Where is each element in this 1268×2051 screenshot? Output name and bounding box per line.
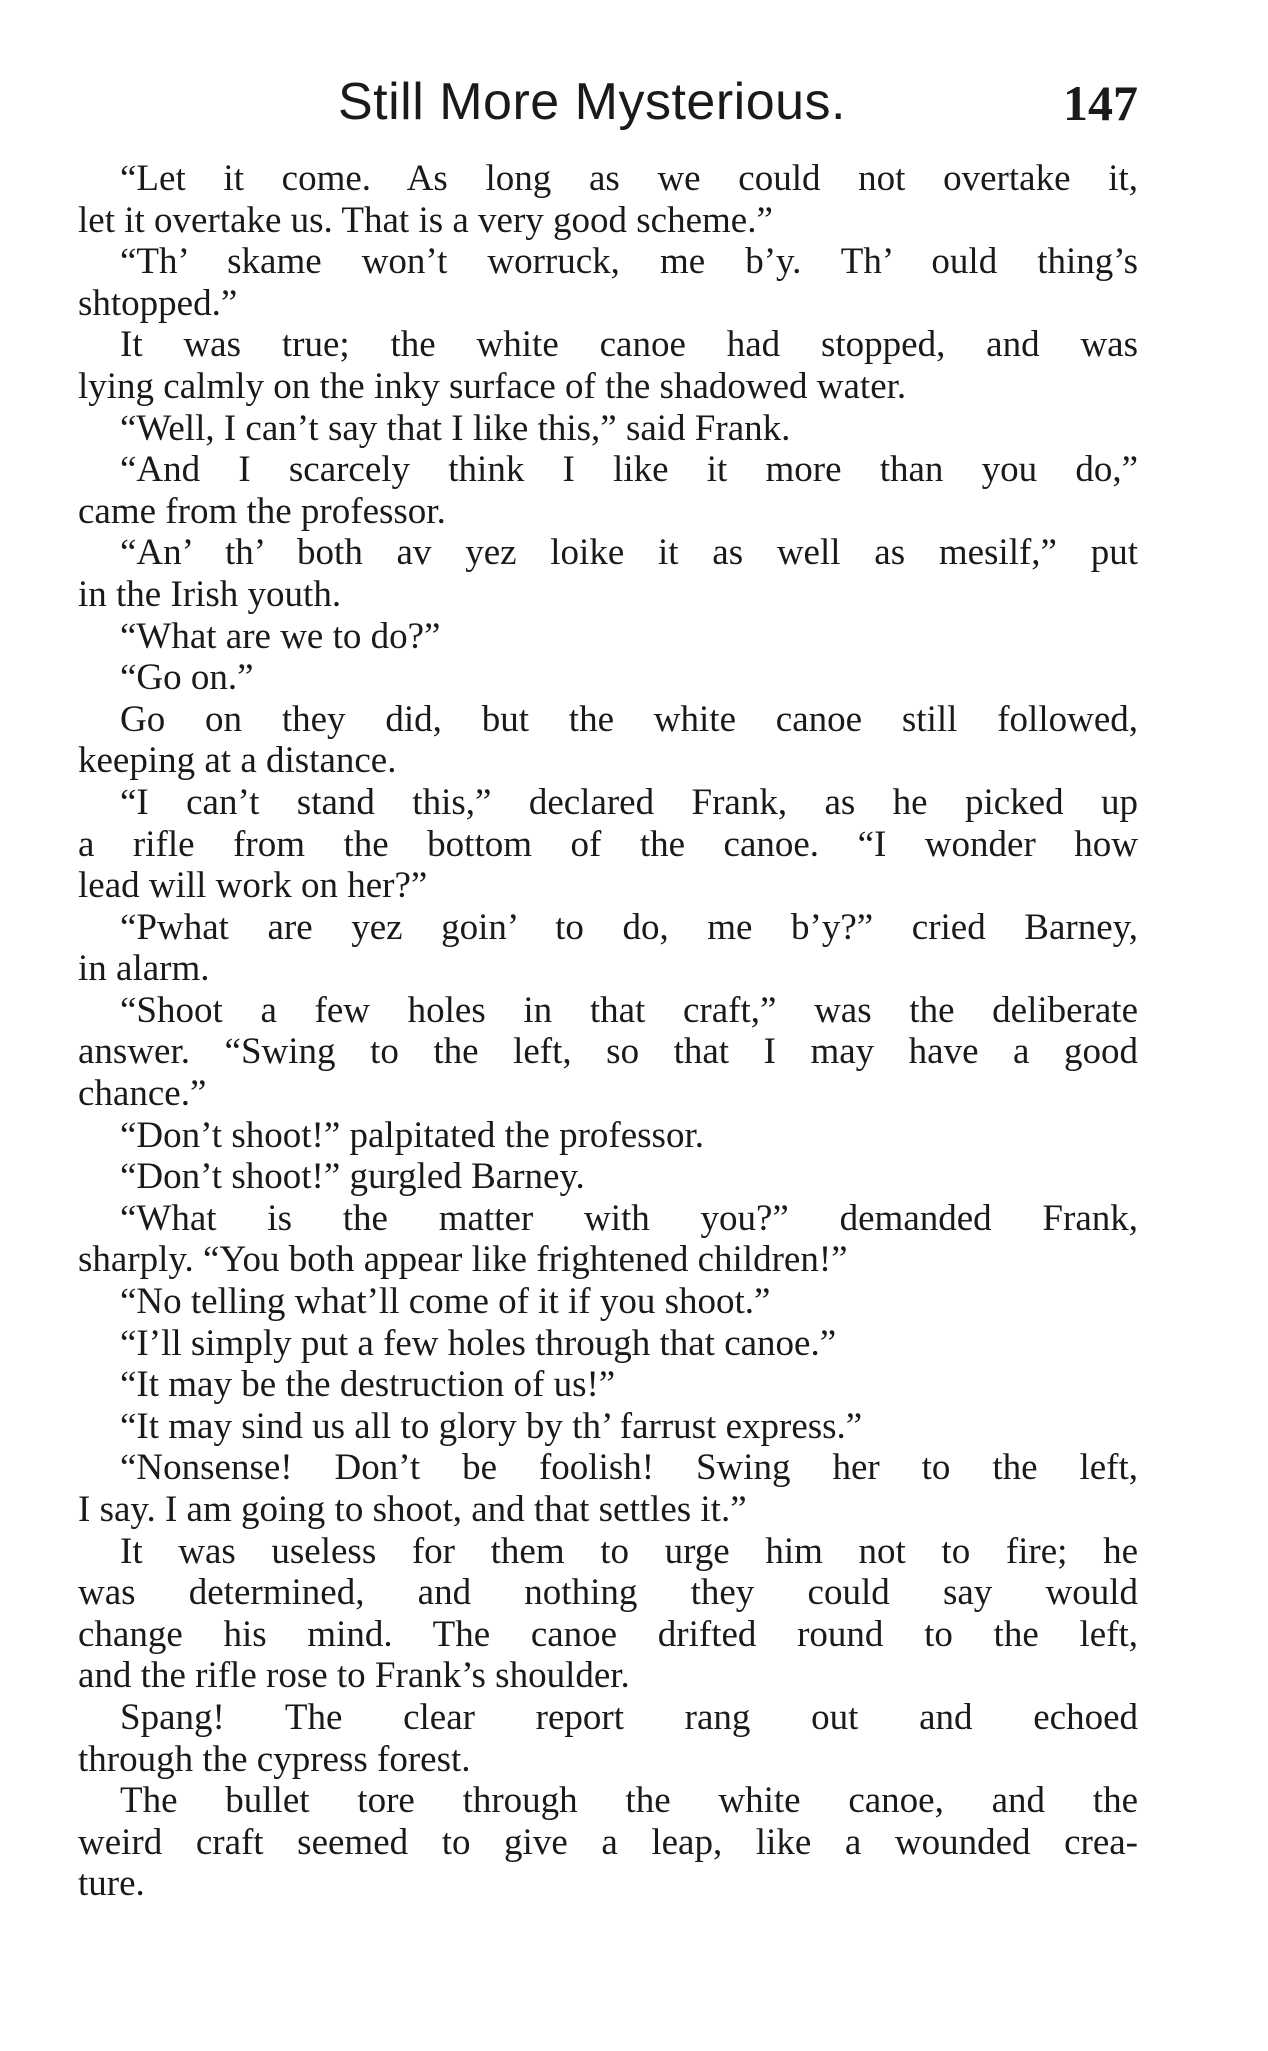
text-line: in the Irish youth.	[78, 573, 342, 615]
text-line: weird craft seemed to give a leap, like a wounded crea-	[78, 1821, 1138, 1863]
text-line: “An’ th’ both av yez loike it as well as mesilf,” put	[120, 532, 1138, 574]
text-line: I say. I am going to shoot, and that settles it.”	[78, 1489, 747, 1530]
text-line: in alarm.	[78, 948, 210, 990]
running-title: Still More Mysterious.	[338, 73, 846, 131]
text-line: The bullet tore through the white canoe, and the	[120, 1780, 1138, 1822]
text-line: “Let it come. As long as we could not overtake it,	[120, 158, 1138, 199]
text-line: came from the professor.	[78, 490, 446, 532]
text-line: “Pwhat are yez goin’ to do, me b’y?” cried Barney,	[120, 906, 1138, 948]
text-line: “And I scarcely think I like it more than you do,”	[120, 449, 1138, 491]
text-line: “It may be the destruction of us!”	[120, 1364, 616, 1406]
text-line: sharply. “You both appear like frightened children!”	[78, 1239, 848, 1281]
page-header	[78, 72, 1138, 142]
text-line: shtopped.”	[78, 282, 238, 324]
text-line: “No telling what’ll come of it if you shoot.”	[120, 1281, 771, 1323]
text-line: lead will work on her?”	[78, 865, 428, 907]
text-line: It was useless for them to urge him not to fire; he	[120, 1530, 1138, 1572]
text-line: “Go on.”	[120, 657, 254, 699]
text-line: Spang! The clear report rang out and echoed	[120, 1696, 1138, 1738]
page-number: 147	[1063, 75, 1138, 131]
text-line: let it overtake us. That is a very good scheme.”	[78, 199, 773, 241]
text-line: “Nonsense! Don’t be foolish! Swing her to the left,	[120, 1447, 1138, 1489]
text-line: “What are we to do?”	[120, 615, 441, 657]
text-line: “Don’t shoot!” gurgled Barney.	[120, 1156, 585, 1198]
text-line: “I’ll simply put a few holes through that canoe.”	[120, 1322, 837, 1364]
text-line: answer. “Swing to the left, so that I may have a good	[78, 1031, 1138, 1073]
text-line: Go on they did, but the white canoe still followed,	[120, 698, 1138, 740]
text-line: ture.	[78, 1863, 145, 1905]
text-line: “Well, I can’t say that I like this,” said Frank.	[120, 407, 791, 449]
text-line: keeping at a distance.	[78, 740, 397, 782]
text-line: change his mind. The canoe drifted round to the left,	[78, 1613, 1138, 1655]
text-line: “Don’t shoot!” palpitated the professor.	[120, 1114, 704, 1156]
body-text	[78, 158, 1138, 1905]
text-line: “What is the matter with you?” demanded Frank,	[120, 1197, 1138, 1239]
text-line: lying calmly on the inky surface of the shadowed water.	[78, 365, 907, 407]
text-line: a rifle from the bottom of the canoe. “I wonder how	[78, 823, 1138, 865]
text-line: “I can’t stand this,” declared Frank, as he picked up	[120, 781, 1138, 823]
text-line: and the rifle rose to Frank’s shoulder.	[78, 1655, 630, 1697]
text-line: “Th’ skame won’t worruck, me b’y. Th’ ould thing’s	[120, 241, 1138, 283]
text-line: through the cypress forest.	[78, 1738, 471, 1780]
text-line: It was true; the white canoe had stopped, and was	[120, 324, 1138, 366]
text-line: “Shoot a few holes in that craft,” was the deliberate	[120, 989, 1138, 1031]
text-line: chance.”	[78, 1073, 207, 1115]
text-line: “It may sind us all to glory by th’ farrust express.”	[120, 1405, 863, 1447]
text-line: was determined, and nothing they could say would	[78, 1572, 1138, 1614]
